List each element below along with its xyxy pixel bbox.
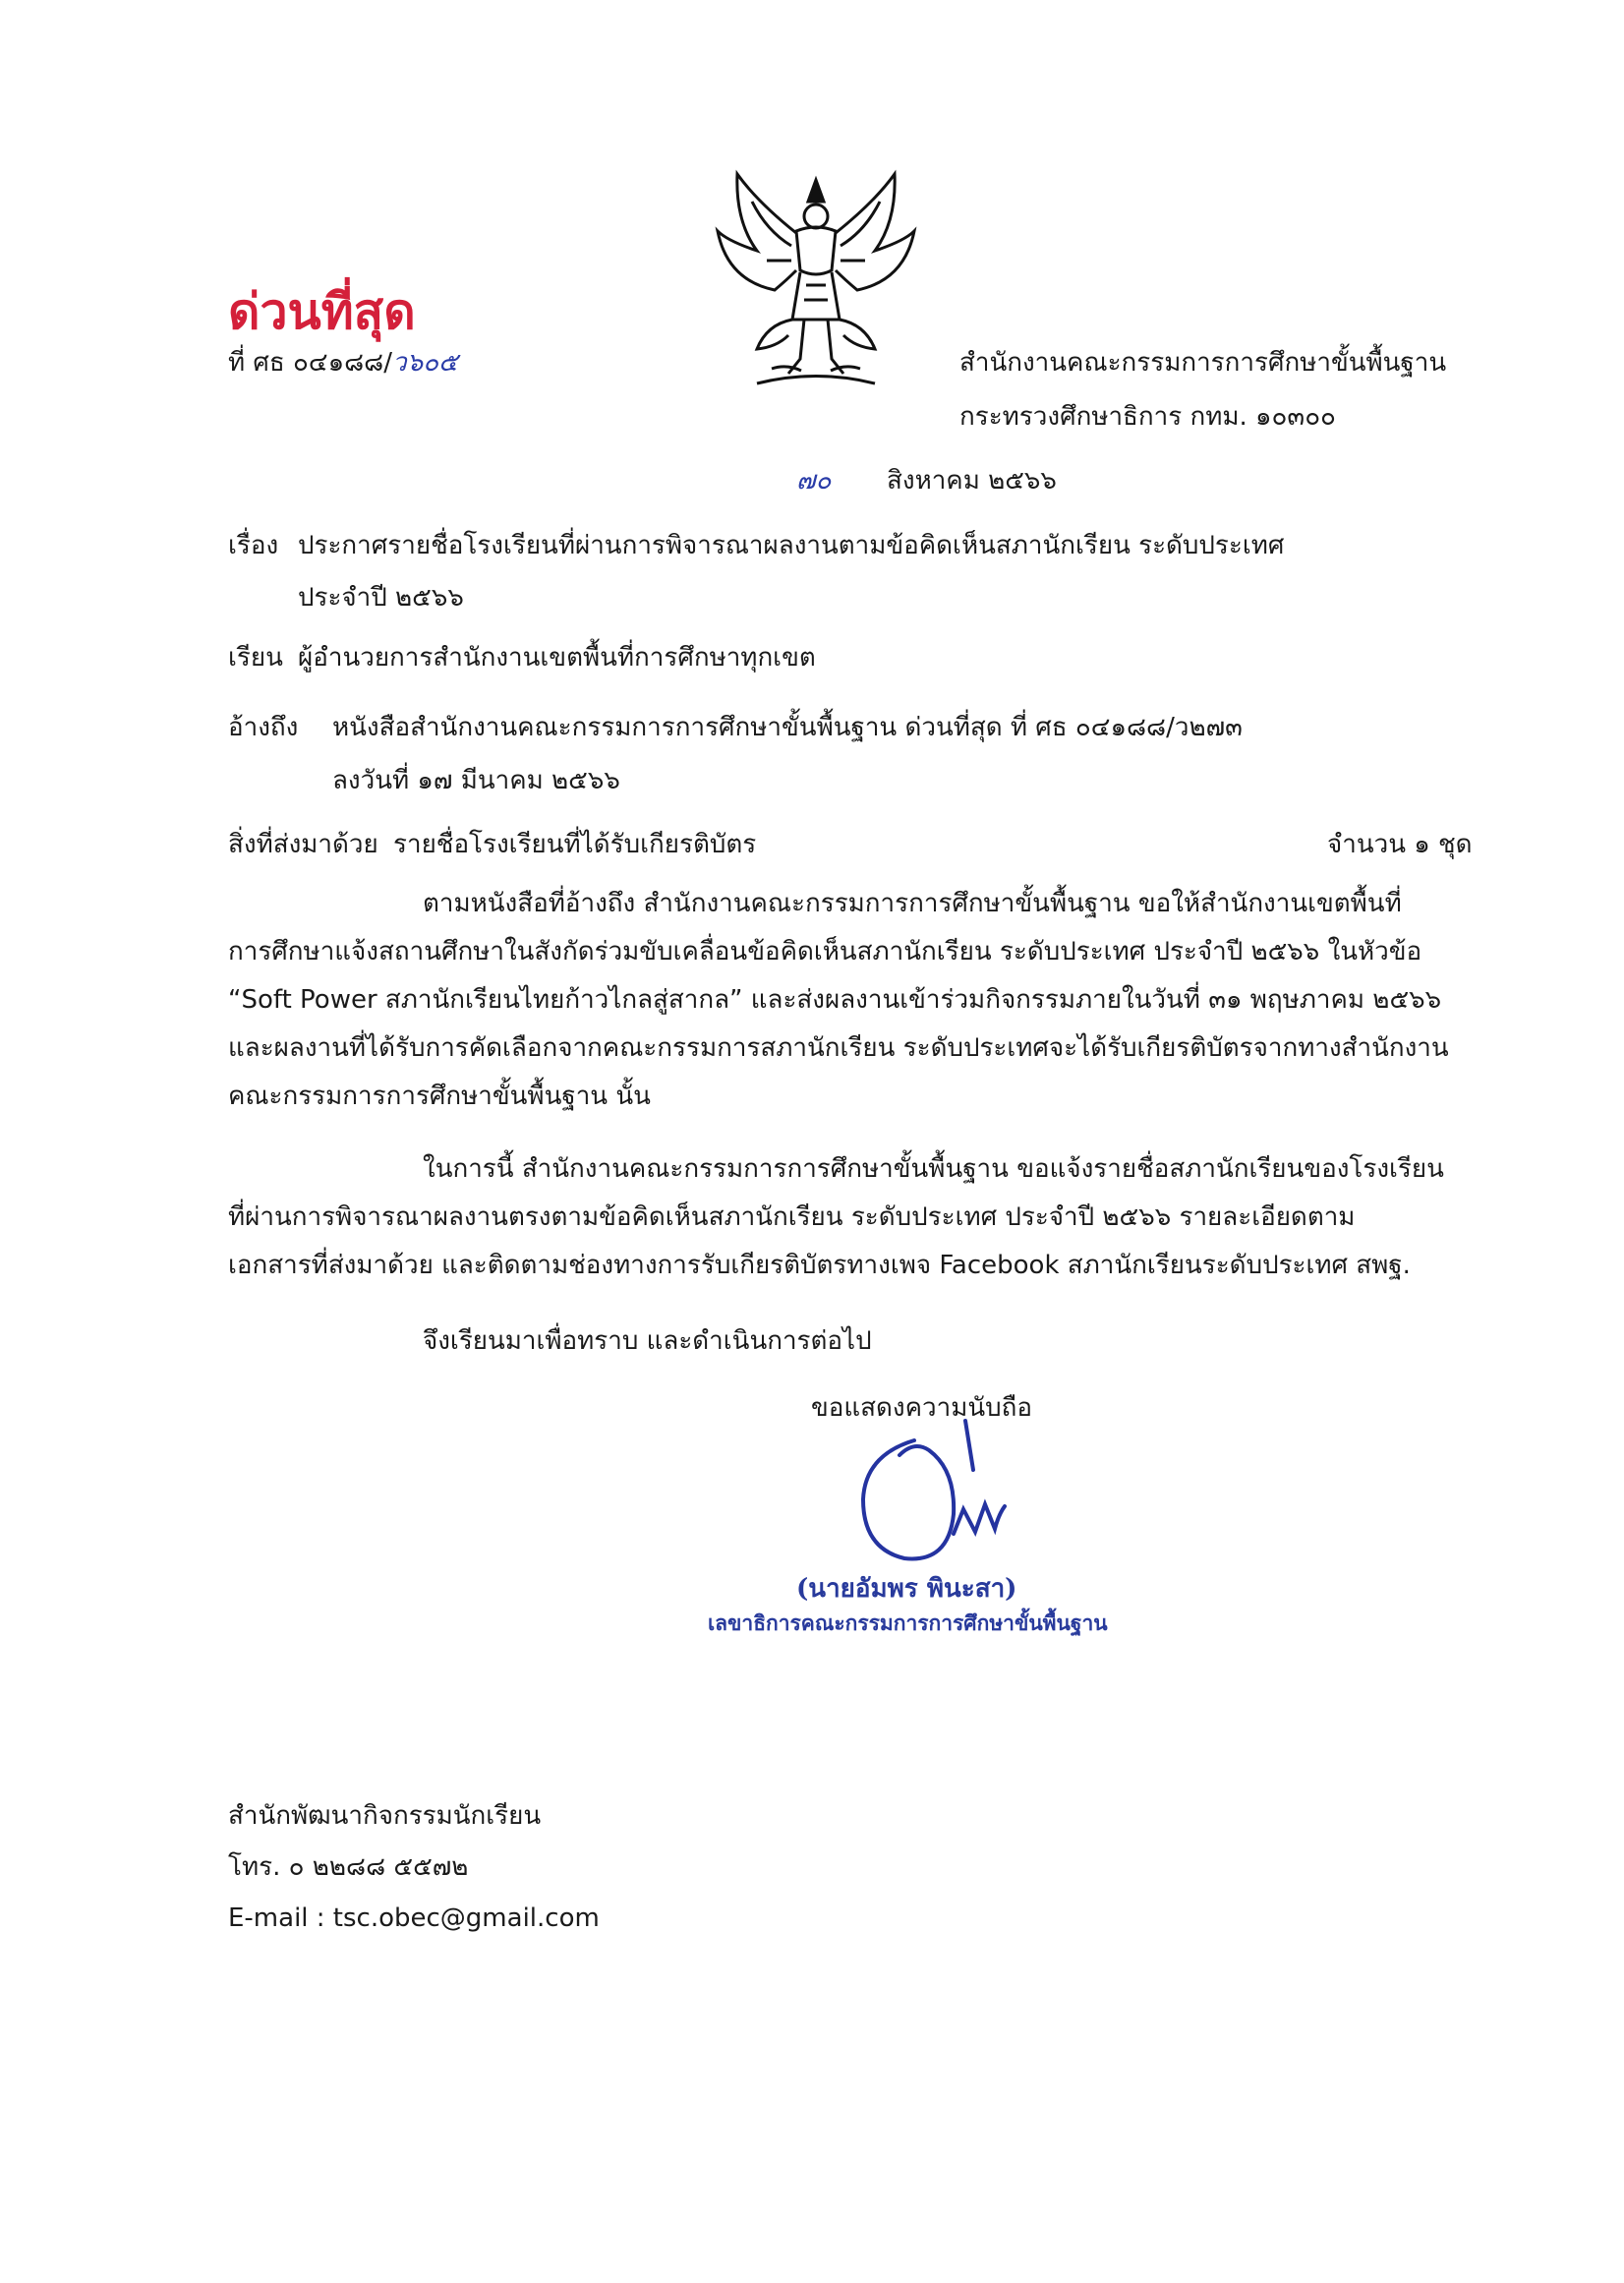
- subject-label: เรื่อง: [228, 531, 279, 560]
- reference-label: อ้างถึง: [228, 713, 299, 742]
- reference-number: [228, 344, 458, 381]
- office-address: กระทรวงศึกษาธิการ กทม. ๑๐๓๐๐: [959, 402, 1336, 432]
- date-month-year: สิงหาคม ๒๕๖๖: [887, 466, 1057, 496]
- signatory-name: (นายอัมพร พินะสา): [796, 1574, 1017, 1604]
- date-day-handwritten: ๗๐: [796, 466, 832, 496]
- reference-number-handwritten: ว๖๐๕: [391, 348, 458, 378]
- urgency-stamp: ด่วนที่สุด: [228, 282, 416, 340]
- body-line: “Soft Power สภานักเรียนไทยก้าวไกลสู่สากล” และส่งผลงานเข้าร่วมกิจกรรมภายในวันที่ ๓๑ พฤษภาคม ๒๕๖๖: [228, 985, 1442, 1015]
- enclosure-label: สิ่งที่ส่งมาด้วย: [228, 830, 378, 859]
- footer-department: สำนักพัฒนากิจกรรมนักเรียน: [228, 1801, 542, 1831]
- body-line: คณะกรรมการการศึกษาขั้นพื้นฐาน นั้น: [228, 1082, 651, 1111]
- body-line: ตามหนังสือที่อ้างถึง สำนักงานคณะกรรมการการศึกษาขั้นพื้นฐาน ขอให้สำนักงานเขตพื้นที่: [423, 889, 1402, 918]
- enclosure-count: จำนวน ๑ ชุด: [1327, 830, 1473, 859]
- body-paragraph-1: [228, 880, 1484, 1121]
- body-line: เอกสารที่ส่งมาด้วย และติดตามช่องทางการรับเกียรติบัตรทางเพจ Facebook สภานักเรียนระดับประเทศ สพฐ.: [228, 1251, 1411, 1280]
- recipient-label: เรียน: [228, 643, 283, 673]
- body-line: ที่ผ่านการพิจารณาผลงานตรงตามข้อคิดเห็นสภานักเรียน ระดับประเทศ ประจำปี ๒๕๖๖ รายละเอียดตาม: [228, 1202, 1356, 1232]
- body-line: และผลงานที่ได้รับการคัดเลือกจากคณะกรรมการสภานักเรียน ระดับประเทศจะได้รับเกียรติบัตรจากทางสำนักงาน: [228, 1033, 1449, 1063]
- reference-number-prefix: ที่ ศธ ๐๔๑๘๘/: [228, 348, 392, 378]
- body-line: การศึกษาแจ้งสถานศึกษาในสังกัดร่วมขับเคลื่อนข้อคิดเห็นสภานักเรียน ระดับประเทศ ประจำปี ๒๕๖๖ ในหัวข้อ: [228, 937, 1422, 966]
- signatory-position: เลขาธิการคณะกรรมการการศึกษาขั้นพื้นฐาน: [708, 1610, 1108, 1635]
- footer-phone: โทร. ๐ ๒๒๘๘ ๕๕๗๒: [228, 1852, 469, 1882]
- subject-line-1: ประกาศรายชื่อโรงเรียนที่ผ่านการพิจารณาผลงานตามข้อคิดเห็นสภานักเรียน ระดับประเทศ: [298, 531, 1285, 560]
- body-paragraph-2: [228, 1145, 1484, 1290]
- closing-line: จึงเรียนมาเพื่อทราบ และดำเนินการต่อไป: [423, 1326, 872, 1356]
- office-name: สำนักงานคณะกรรมการการศึกษาขั้นพื้นฐาน: [959, 348, 1447, 378]
- subject-line-2: ประจำปี ๒๕๖๖: [298, 583, 464, 613]
- handwritten-signature: [845, 1416, 1072, 1573]
- document-date: [796, 462, 1057, 499]
- regards: ขอแสดงความนับถือ: [811, 1393, 1032, 1423]
- body-line: ในการนี้ สำนักงานคณะกรรมการการศึกษาขั้นพื้นฐาน ขอแจ้งรายชื่อสภานักเรียนของโรงเรียน: [423, 1154, 1444, 1184]
- enclosure-text: รายชื่อโรงเรียนที่ได้รับเกียรติบัตร: [393, 830, 757, 859]
- footer-email: E-mail : tsc.obec@gmail.com: [228, 1903, 600, 1933]
- reference-line-2: ลงวันที่ ๑๗ มีนาคม ๒๕๖๖: [332, 766, 620, 795]
- reference-line-1: หนังสือสำนักงานคณะกรรมการการศึกษาขั้นพื้นฐาน ด่วนที่สุด ที่ ศธ ๐๔๑๘๘/ว๒๗๓: [332, 713, 1243, 742]
- recipient: ผู้อำนวยการสำนักงานเขตพื้นที่การศึกษาทุกเขต: [298, 643, 816, 673]
- garuda-emblem-icon: [698, 162, 934, 388]
